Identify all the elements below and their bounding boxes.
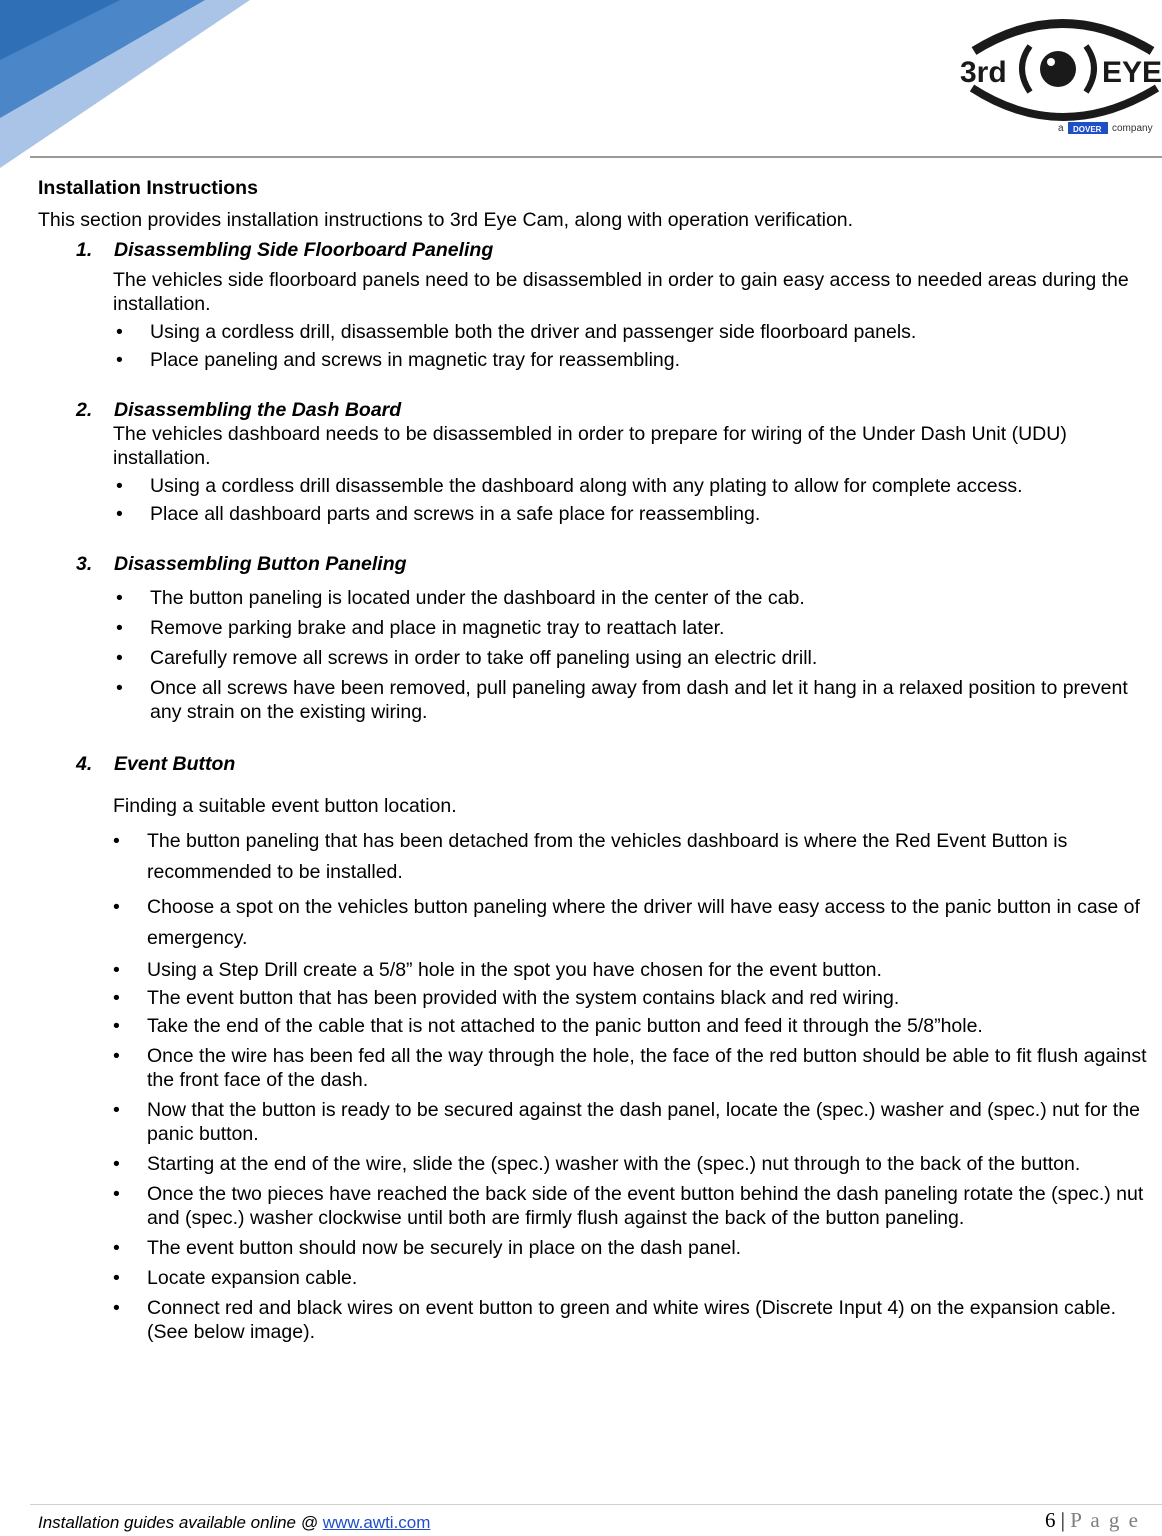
intro-paragraph: This section provides installation instructions to 3rd Eye Cam, along with operation verification.	[38, 209, 854, 231]
logo-eye-arc-top	[974, 24, 1152, 52]
step-3-title	[76, 552, 1162, 576]
list-item: • Carefully remove all screws in order to take off paneling using an electric drill.	[113, 646, 1162, 670]
step-1-title-text: Disassembling Side Floorboard Paneling	[114, 239, 494, 261]
logo-brand-left: 3rd	[960, 56, 1007, 89]
corner-decoration	[0, 0, 250, 170]
logo-tagline-suffix: company	[1112, 123, 1153, 134]
list-item: • Now that the button is ready to be secured against the dash panel, locate the (spec.) washer and (spec.) nut for the panic button.	[110, 1098, 1162, 1146]
third-eye-logo	[952, 6, 1162, 136]
list-item: • Choose a spot on the vehicles button paneling where the driver will have easy access to the panic button in case of emergency.	[110, 892, 1162, 954]
step-4-title	[76, 752, 1162, 776]
step-2-title-text: Disassembling the Dash Board	[114, 399, 402, 421]
step-4-title-text: Event Button	[114, 753, 236, 775]
list-item: • The event button should now be securely in place on the dash panel.	[110, 1236, 1162, 1260]
footer-website-link[interactable]: www.awti.com	[322, 1513, 431, 1532]
logo-pupil	[1040, 51, 1076, 87]
step-2-text: The vehicles dashboard needs to be disassembled in order to prepare for wiring of the Under Dash Unit (UDU) installation.	[113, 423, 1067, 469]
logo-iris-right	[1086, 46, 1094, 92]
list-item: • Remove parking brake and place in magnetic tray to reattach later.	[113, 616, 1162, 640]
document-body	[38, 176, 1162, 1344]
logo-tagline-prefix: a	[1058, 123, 1064, 134]
list-item: • The event button that has been provided with the system contains black and red wiring.	[110, 986, 1162, 1010]
list-item: • The button paneling is located under the dashboard in the center of the cab.	[113, 586, 1162, 610]
page-number	[1045, 1508, 1140, 1533]
list-item: • Once the two pieces have reached the back side of the event button behind the dash paneling rotate the (spec.) nut and (spec.) washer clockwise until both are firmly flush against the back of the button paneling.	[110, 1182, 1162, 1230]
list-item: • Place paneling and screws in magnetic tray for reassembling.	[113, 348, 1162, 372]
list-item: • Using a cordless drill disassemble the dashboard along with any plating to allow for complete access.	[113, 474, 1162, 498]
logo-eye-arc-bottom	[972, 88, 1157, 117]
logo-iris-left	[1022, 46, 1030, 92]
list-item: • Starting at the end of the wire, slide the (spec.) washer with the (spec.) nut through to the back of the button.	[110, 1152, 1162, 1176]
step-2	[38, 398, 1162, 526]
footer-note	[38, 1513, 430, 1533]
step-4	[38, 752, 1162, 1344]
list-item: • Once all screws have been removed, pull paneling away from dash and let it hang in a relaxed position to prevent any strain on the existing wiring.	[113, 676, 1162, 724]
step-1-title	[76, 238, 1162, 262]
step-4-text: Finding a suitable event button location.	[113, 795, 457, 817]
list-item: • Using a cordless drill, disassemble both the driver and passenger side floorboard panels.	[113, 320, 1162, 344]
step-3	[38, 552, 1162, 724]
list-item: • Once the wire has been fed all the way through the hole, the face of the red button should be able to fit flush against the front face of the dash.	[110, 1044, 1162, 1092]
list-item: • Place all dashboard parts and screws in a safe place for reassembling.	[113, 502, 1162, 526]
step-1	[38, 238, 1162, 372]
list-item: • Connect red and black wires on event button to green and white wires (Discrete Input 4) on the expansion cable. (See below image).	[110, 1296, 1162, 1344]
header-divider	[30, 156, 1162, 158]
list-item: • Locate expansion cable.	[110, 1266, 1162, 1290]
logo-pupil-glint	[1047, 58, 1055, 66]
page-number-value: 6	[1044, 1508, 1056, 1532]
step-2-title	[76, 398, 1162, 422]
step-2-number: 2.	[76, 399, 93, 421]
footer-divider	[30, 1504, 1162, 1505]
logo-brand-right: EYE	[1102, 56, 1162, 89]
step-3-title-text: Disassembling Button Paneling	[114, 553, 407, 575]
step-4-number: 4.	[76, 753, 93, 775]
step-3-bullets	[113, 586, 1162, 724]
footer-note-text: Installation guides available online @	[38, 1513, 323, 1532]
step-1-bullets	[113, 320, 1162, 372]
list-item: • The button paneling that has been detached from the vehicles dashboard is where the Red Event Button is recommended to be installed.	[110, 826, 1162, 888]
page-label: P a g e	[1070, 1508, 1140, 1532]
logo-tagline-company: DOVER	[1073, 125, 1102, 134]
step-2-bullets	[113, 474, 1162, 526]
list-item: • Take the end of the cable that is not attached to the panic button and feed it through the 5/8”hole.	[110, 1014, 1162, 1038]
page-number-separator: |	[1060, 1508, 1065, 1532]
step-3-number: 3.	[76, 553, 93, 575]
step-1-number: 1.	[76, 239, 93, 261]
step-1-text: The vehicles side floorboard panels need to be disassembled in order to gain easy access to needed areas during the installation.	[113, 269, 1129, 315]
section-heading: Installation Instructions	[38, 177, 258, 199]
list-item: • Using a Step Drill create a 5/8” hole in the spot you have chosen for the event button.	[110, 958, 1162, 982]
step-4-bullets	[110, 826, 1162, 1344]
